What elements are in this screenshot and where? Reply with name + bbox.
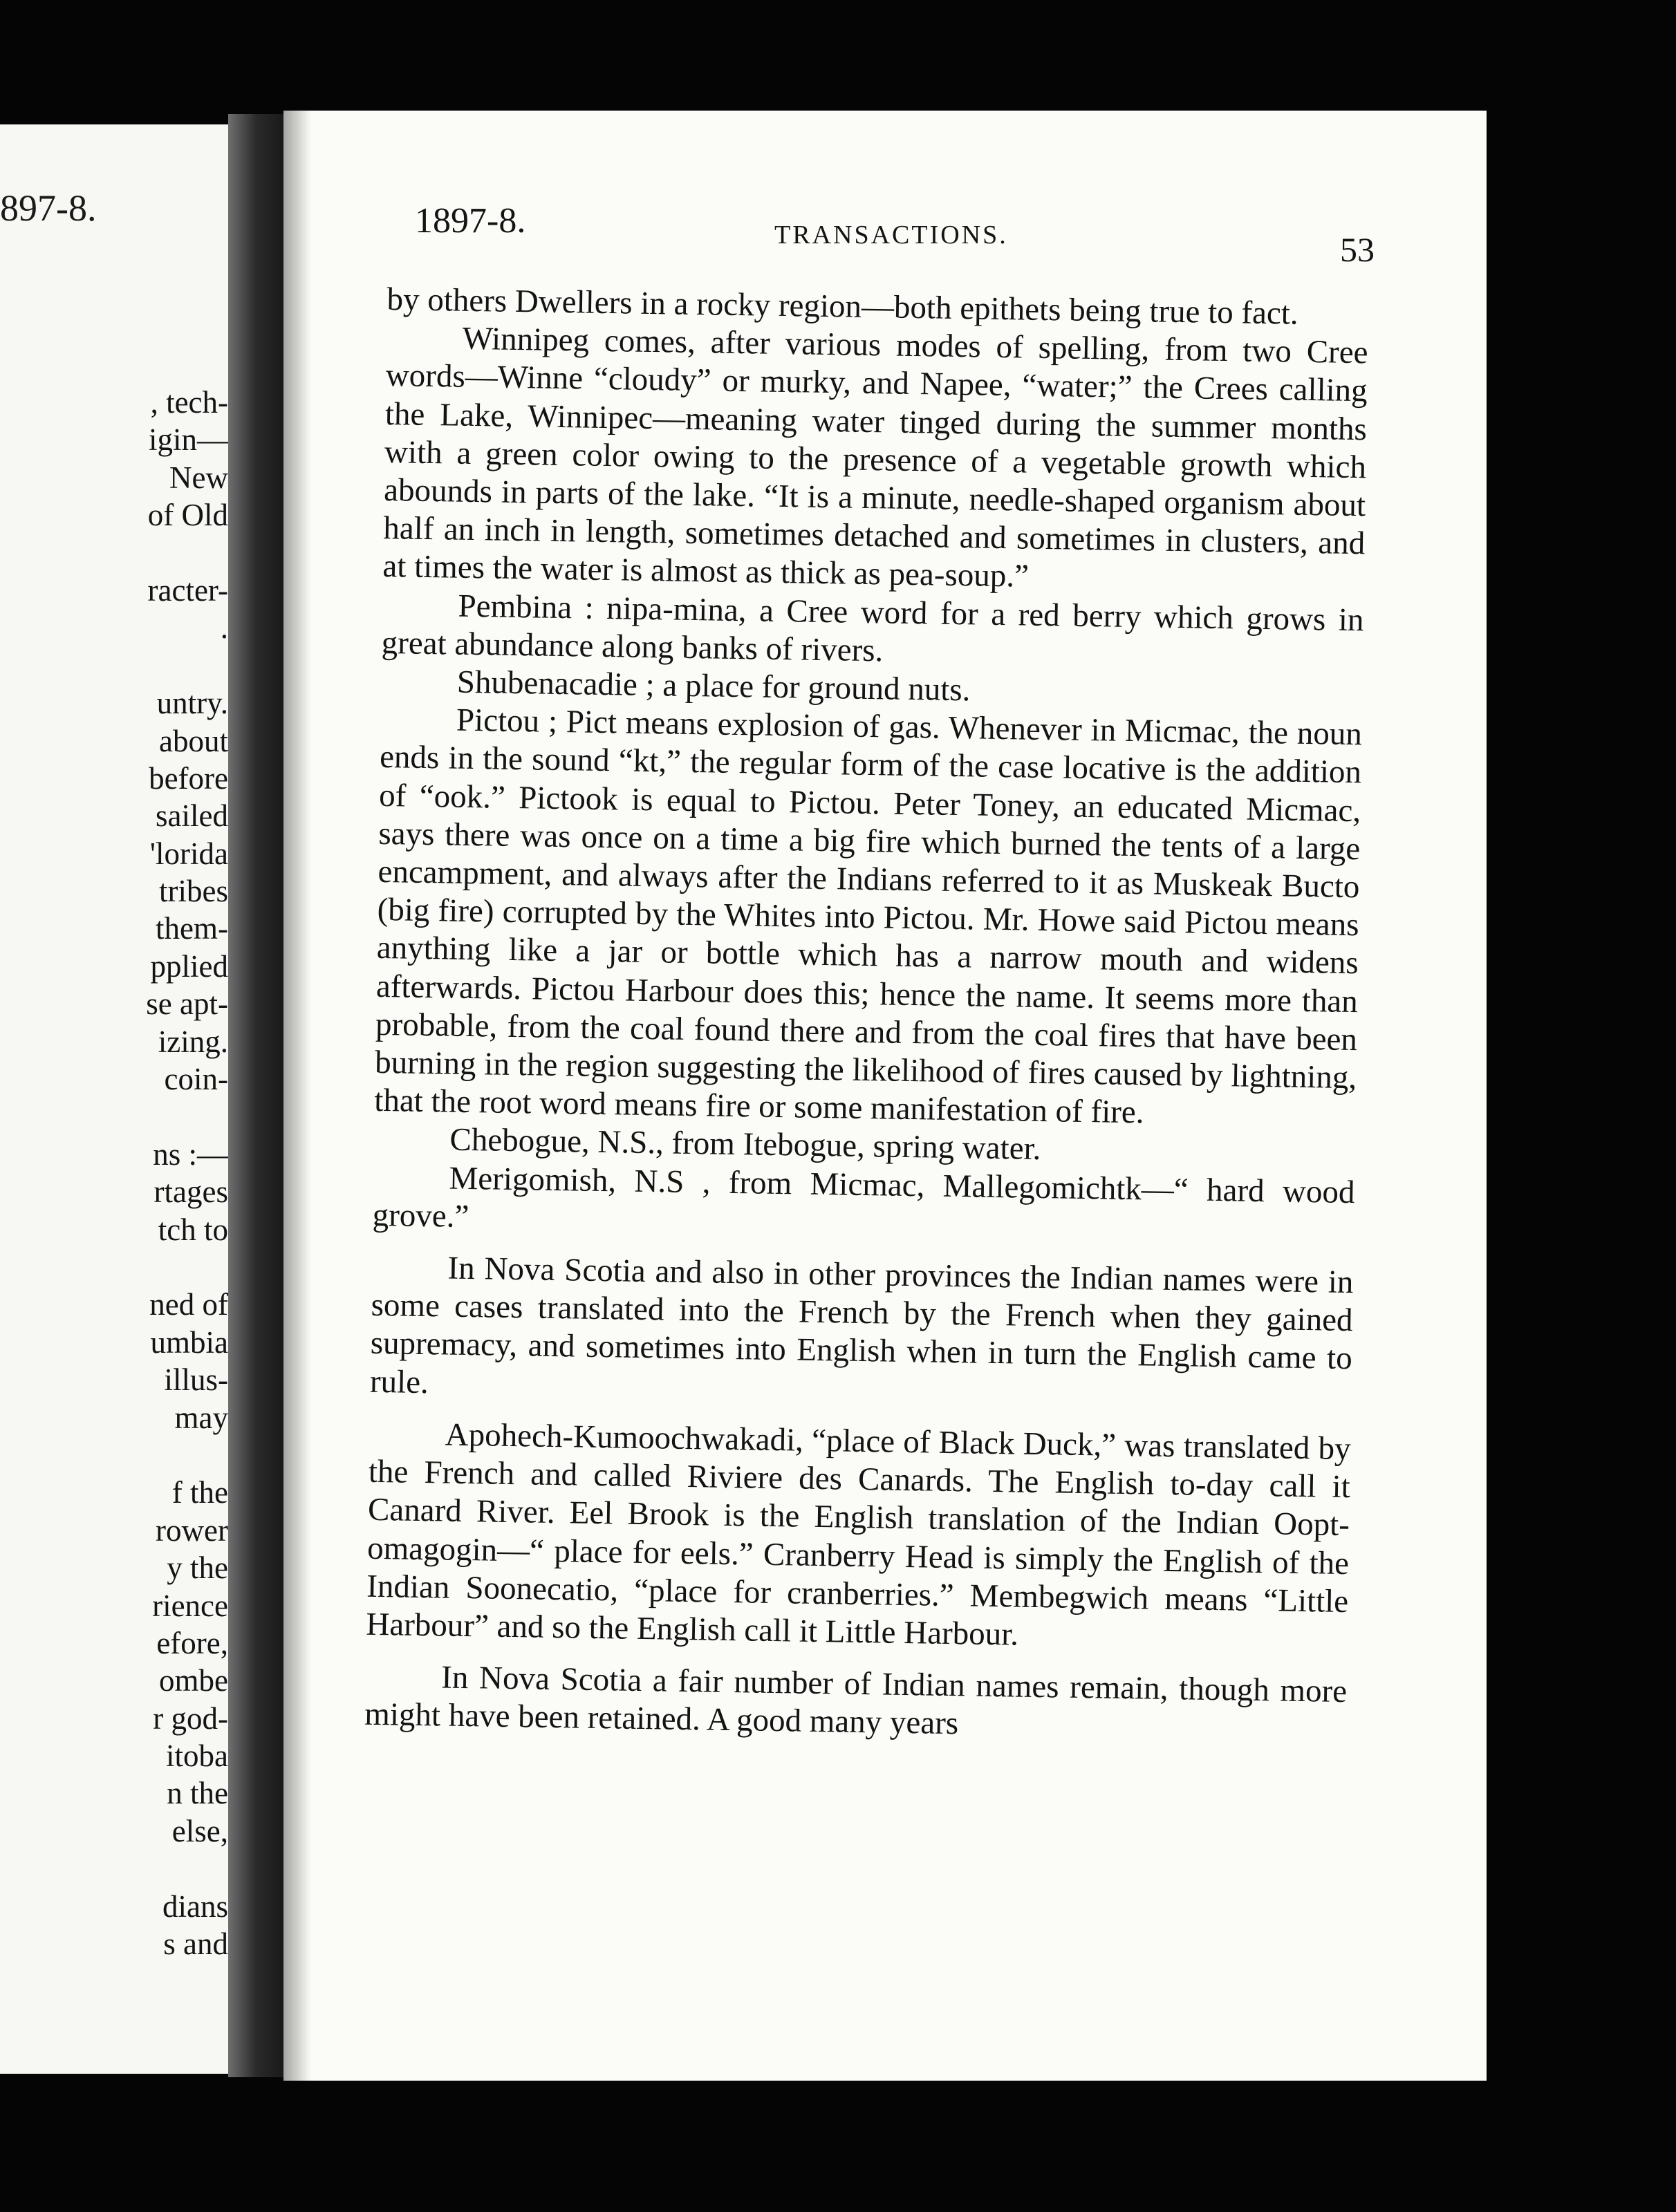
left-page-line: ns :— bbox=[153, 1136, 228, 1172]
left-page-line: untry. bbox=[156, 686, 228, 721]
left-page-line: tribes bbox=[159, 874, 228, 909]
left-page-line: racter- bbox=[147, 572, 228, 608]
left-page-line bbox=[0, 1436, 228, 1474]
left-page-line bbox=[0, 1098, 228, 1135]
left-page-header: 897-8. bbox=[0, 187, 97, 229]
left-page-line: else, bbox=[171, 1813, 228, 1848]
left-page-line: New bbox=[169, 460, 228, 495]
paragraph: In Nova Scotia and also in other provinces the Indian names were in some cases translated into the French by the French when they gained supremacy, and sometimes into English when in turn the English came to rule. bbox=[369, 1250, 1354, 1400]
left-page-line: igin— bbox=[148, 422, 228, 458]
left-page-line: , tech- bbox=[150, 385, 228, 420]
page-body bbox=[364, 281, 1369, 1750]
left-page-line: f the bbox=[171, 1475, 228, 1510]
left-page-line: dians bbox=[162, 1888, 228, 1924]
paragraph: Shubenacadie ; a place for ground nuts. bbox=[456, 664, 971, 709]
left-page-line: efore, bbox=[156, 1625, 228, 1660]
left-page-line bbox=[0, 1850, 228, 1887]
running-head-title: TRANSACTIONS. bbox=[774, 221, 1008, 250]
left-page-line: ned of bbox=[149, 1287, 228, 1322]
left-page-line: s and bbox=[163, 1927, 228, 1962]
paragraph: In Nova Scotia a fair number of Indian names remain, though more might have been retained. A good many years bbox=[364, 1659, 1348, 1742]
left-page-line: r god- bbox=[153, 1700, 228, 1736]
left-page-line bbox=[0, 534, 228, 572]
left-page-line: sailed bbox=[156, 798, 228, 834]
left-page-line: y the bbox=[167, 1550, 228, 1586]
page-shadow bbox=[283, 111, 311, 2081]
paragraph: Pictou ; Pict means explosion of gas. Whenever in Micmac, the noun ends in the sound “kt,” the regular form of the case locative is the addition of “ook.” Pictook is equal to Pictou. Peter Toney, an educated Micmac, says there was once on a time a big fire which burned the tents of a large encampment, and always after the Indians referred to it as Muskeak Bucto (big fire) corrupted by the Whites into Pictou. Mr. Howe said Pictou means anything like a jar or bottle which has a narrow mouth and widens afterwards. Pictou Harbour does this; hence the name. It seems more than probable, from the coal found there and from the coal fires that have been burning in the region suggesting the likelihood of fires caused by lightning, that the root word means fire or some manifestation of fire. bbox=[373, 702, 1363, 1131]
paragraph: Chebogue, N.S., from Itebogue, spring water. bbox=[449, 1122, 1041, 1168]
left-page-line: rience bbox=[152, 1588, 228, 1623]
left-page-line: n the bbox=[167, 1776, 228, 1811]
left-page-line: coin- bbox=[164, 1062, 228, 1097]
left-page-line: of Old bbox=[147, 498, 228, 533]
paragraph: Winnipeg comes, after various modes of spelling, from two Cree words—Winne “cloudy” or murky, and Napee, “water;” the Crees calling the Lake, Winnipec—meaning water tinged during the summer months with a green color owing to the presence of a vegetable growth which abounds in parts of the lake. “It is a minute, needle-shaped organism about half an inch in length, sometimes detached and sometimes in clusters, and at times the water is almost as thick as pea-soup.” bbox=[382, 320, 1368, 595]
left-page-line: itoba bbox=[166, 1738, 228, 1774]
book-gutter bbox=[228, 114, 290, 2077]
left-page-line: ombe bbox=[159, 1663, 228, 1698]
left-page-line: pplied bbox=[150, 948, 228, 984]
left-page-line: . bbox=[220, 610, 228, 646]
running-head-year: 1897-8. bbox=[415, 201, 526, 241]
left-page-line bbox=[0, 1248, 228, 1286]
left-page-line: illus- bbox=[164, 1362, 228, 1398]
left-page-line: se apt- bbox=[146, 986, 228, 1022]
left-page-line: may bbox=[174, 1400, 228, 1435]
paragraph: Pembina : nipa-mina, a Cree word for a red berry which grows in great abundance along banks of rivers. bbox=[381, 588, 1364, 669]
left-page-text bbox=[0, 384, 228, 1962]
left-page-line: umbia bbox=[150, 1324, 228, 1360]
left-page-line: them- bbox=[156, 911, 228, 946]
left-page-line: tch to bbox=[158, 1212, 228, 1247]
left-page-line: 'lorida bbox=[149, 836, 228, 871]
paragraph: Merigomish, N.S , from Micmac, Mallegomichtk—“ hard wood grove.” bbox=[372, 1160, 1355, 1235]
paragraph: by others Dwellers in a rocky region—both epithets being true to fact. bbox=[387, 281, 1299, 332]
left-page-line: about bbox=[159, 723, 228, 758]
left-page-line: rtages bbox=[153, 1174, 228, 1210]
left-page-line: rower bbox=[156, 1512, 228, 1548]
paragraph: Apohech-Kumoochwakadi, “place of Black Duck,” was translated by the French and called Riviere des Canards. The English to-day call it Canard River. Eel Brook is the English translation of the Indian Oopt-omagogin—“ place for eels.” Cranberry Head is simply the English of the Indian Soonecatio, “place for cranberries.” Membegwich means “Little Harbour” and so the English call it Little Harbour. bbox=[366, 1416, 1352, 1653]
page-number: 53 bbox=[1340, 230, 1375, 269]
left-page-line bbox=[0, 647, 228, 684]
left-page-line: izing. bbox=[158, 1024, 228, 1059]
left-page-line: before bbox=[149, 760, 228, 796]
